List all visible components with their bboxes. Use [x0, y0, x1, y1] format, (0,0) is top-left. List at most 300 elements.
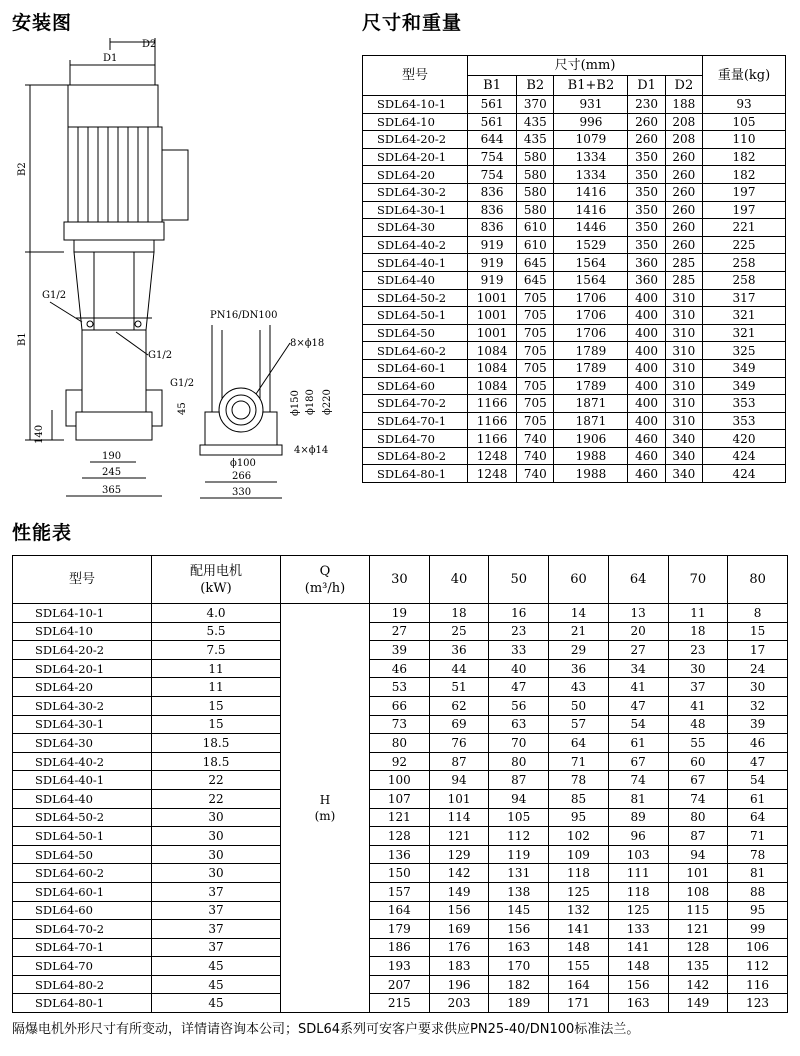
dim-value-cell: 754	[468, 148, 517, 166]
head-value-cell: 121	[429, 827, 489, 846]
dim-value-cell: 310	[665, 324, 702, 342]
head-value-cell: 94	[489, 789, 549, 808]
head-value-cell: 108	[668, 882, 728, 901]
head-value-cell: 16	[489, 604, 549, 623]
dim-value-cell: 188	[665, 96, 702, 114]
dim-value-cell: 1906	[554, 430, 628, 448]
perf-model-cell: SDL64-20-2	[13, 641, 152, 660]
head-value-cell: 30	[728, 678, 788, 697]
head-value-cell: 8	[728, 604, 788, 623]
head-value-cell: 171	[549, 994, 609, 1013]
dim-value-cell: 208	[665, 131, 702, 149]
motor-power-cell: 7.5	[152, 641, 281, 660]
head-value-cell: 138	[489, 882, 549, 901]
head-value-cell: 103	[608, 845, 668, 864]
head-value-cell: 47	[608, 696, 668, 715]
head-value-cell: 66	[370, 696, 430, 715]
head-value-cell: 179	[370, 920, 430, 939]
dim-value-cell: 340	[665, 447, 702, 465]
dim-value-cell: 360	[628, 271, 665, 289]
head-value-cell: 100	[370, 771, 430, 790]
head-value-cell: 112	[728, 957, 788, 976]
perf-table-row	[13, 827, 788, 846]
motor-power-cell: 30	[152, 808, 281, 827]
dim-value-cell: 321	[703, 307, 786, 325]
flange-label: PN16/DN100	[210, 310, 278, 321]
dim-model-cell: SDL64-70	[363, 430, 468, 448]
head-value-cell: 17	[728, 641, 788, 660]
head-value-cell: 182	[489, 975, 549, 994]
motor-power-cell: 22	[152, 771, 281, 790]
dim-model-cell: SDL64-40	[363, 271, 468, 289]
head-value-cell: 145	[489, 901, 549, 920]
head-value-cell: 85	[549, 789, 609, 808]
flow-column-header: 80	[728, 556, 788, 604]
head-value-cell: 123	[728, 994, 788, 1013]
head-value-cell: 87	[429, 752, 489, 771]
head-value-cell: 94	[668, 845, 728, 864]
dim-model-cell: SDL64-30	[363, 219, 468, 237]
perf-model-cell: SDL64-10-1	[13, 604, 152, 623]
dim-value-cell: 260	[665, 148, 702, 166]
dim-value-cell: 1416	[554, 201, 628, 219]
dimensions-heading: 尺寸和重量	[362, 12, 463, 34]
dim-value-cell: 230	[628, 96, 665, 114]
perf-table-row	[13, 882, 788, 901]
head-value-cell: 39	[728, 715, 788, 734]
dim-value-cell: 350	[628, 201, 665, 219]
dim-value-cell: 1001	[468, 307, 517, 325]
head-value-cell: 87	[668, 827, 728, 846]
dim-value-cell: 350	[628, 219, 665, 237]
dim-value-cell: 260	[665, 183, 702, 201]
head-value-cell: 64	[728, 808, 788, 827]
dim-190-label: 190	[102, 451, 122, 462]
perf-model-cell: SDL64-30-1	[13, 715, 152, 734]
pump-stages	[82, 330, 146, 412]
dim-value-cell: 1706	[554, 307, 628, 325]
g12-label-c: G1/2	[170, 378, 195, 389]
dim-weight-header: 重量(kg)	[703, 56, 786, 96]
dim-model-cell: SDL64-20	[363, 166, 468, 184]
flow-column-header: 50	[489, 556, 549, 604]
dim-value-cell: 258	[703, 271, 786, 289]
dim-value-cell: 1079	[554, 131, 628, 149]
dim-table-row	[363, 324, 786, 342]
head-value-cell: 81	[728, 864, 788, 883]
dim-45-label: 45	[177, 402, 188, 415]
head-value-cell: 55	[668, 734, 728, 753]
head-value-cell: 73	[370, 715, 430, 734]
head-value-cell: 62	[429, 696, 489, 715]
head-value-cell: 80	[370, 734, 430, 753]
motor-power-cell: 15	[152, 696, 281, 715]
head-value-cell: 34	[608, 659, 668, 678]
head-value-cell: 18	[429, 604, 489, 623]
dim-value-cell: 400	[628, 377, 665, 395]
dim-value-cell: 561	[468, 96, 517, 114]
head-value-cell: 131	[489, 864, 549, 883]
dim-value-cell: 260	[665, 201, 702, 219]
dim-value-cell: 1564	[554, 254, 628, 272]
dim-365-label: 365	[102, 485, 122, 496]
head-value-cell: 36	[549, 659, 609, 678]
head-value-cell: 148	[549, 938, 609, 957]
perf-model-cell: SDL64-80-2	[13, 975, 152, 994]
head-value-cell: 74	[608, 771, 668, 790]
head-value-cell: 51	[429, 678, 489, 697]
dim-table-row	[363, 395, 786, 413]
dim-value-cell: 1001	[468, 324, 517, 342]
dim-value-cell: 836	[468, 201, 517, 219]
dim-value-cell: 1789	[554, 359, 628, 377]
dim-table-row	[363, 289, 786, 307]
perf-table-row	[13, 715, 788, 734]
dim-value-cell: 310	[665, 289, 702, 307]
install-heading: 安装图	[12, 12, 73, 34]
head-value-cell: 125	[549, 882, 609, 901]
dim-table-row	[363, 465, 786, 483]
dim-value-cell: 400	[628, 324, 665, 342]
dim-model-cell: SDL64-30-2	[363, 183, 468, 201]
dim-model-cell: SDL64-40-2	[363, 236, 468, 254]
head-value-cell: 46	[370, 659, 430, 678]
dim-value-cell: 1789	[554, 342, 628, 360]
dim-table-row	[363, 430, 786, 448]
dim-value-cell: 1084	[468, 359, 517, 377]
dim-value-cell: 349	[703, 359, 786, 377]
dim-value-cell: 105	[703, 113, 786, 131]
head-value-cell: 74	[668, 789, 728, 808]
perf-table-row	[13, 622, 788, 641]
dim-value-cell: 1871	[554, 395, 628, 413]
g12-label-a: G1/2	[42, 290, 67, 301]
head-value-cell: 193	[370, 957, 430, 976]
head-value-cell: 116	[728, 975, 788, 994]
dim-table-row	[363, 236, 786, 254]
dim-value-cell: 919	[468, 271, 517, 289]
head-value-cell: 128	[668, 938, 728, 957]
dim-value-cell: 285	[665, 254, 702, 272]
motor-power-cell: 45	[152, 994, 281, 1013]
head-value-cell: 92	[370, 752, 430, 771]
dim-value-cell: 260	[665, 219, 702, 237]
dim-value-cell: 1166	[468, 395, 517, 413]
head-value-cell: 148	[608, 957, 668, 976]
dimensions-weight-table	[362, 55, 786, 483]
dim-value-cell: 705	[517, 324, 554, 342]
installation-drawing	[0, 30, 350, 510]
head-value-cell: 88	[728, 882, 788, 901]
dim-table-row	[363, 96, 786, 114]
head-value-cell: 14	[549, 604, 609, 623]
perf-model-cell: SDL64-30-2	[13, 696, 152, 715]
head-value-cell: 15	[728, 622, 788, 641]
dim-value-cell: 310	[665, 342, 702, 360]
dim-value-cell: 370	[517, 96, 554, 114]
perf-table-row	[13, 957, 788, 976]
head-value-cell: 50	[549, 696, 609, 715]
dim-value-cell: 561	[468, 113, 517, 131]
head-value-cell: 76	[429, 734, 489, 753]
head-value-cell: 30	[668, 659, 728, 678]
dim-value-cell: 931	[554, 96, 628, 114]
head-value-cell: 27	[608, 641, 668, 660]
dim-330-label: 330	[232, 487, 252, 498]
dim-table-row	[363, 166, 786, 184]
perf-model-cell: SDL64-60-2	[13, 864, 152, 883]
dim-value-cell: 740	[517, 465, 554, 483]
head-value-cell: 63	[489, 715, 549, 734]
head-value-cell: 69	[429, 715, 489, 734]
head-value-cell: 142	[668, 975, 728, 994]
dim-value-cell: 260	[665, 236, 702, 254]
g12-label-b: G1/2	[148, 350, 173, 361]
perf-flow-header: Q (m³/h)	[281, 556, 370, 604]
dim-size-header: 尺寸(mm)	[468, 56, 703, 76]
dim-value-cell: 705	[517, 412, 554, 430]
dim-column-header: B1	[468, 76, 517, 96]
dim-model-cell: SDL64-80-1	[363, 465, 468, 483]
motor-power-cell: 37	[152, 920, 281, 939]
head-value-cell: 67	[668, 771, 728, 790]
dim-value-cell: 285	[665, 271, 702, 289]
head-value-cell: 89	[608, 808, 668, 827]
perf-table-row	[13, 734, 788, 753]
perf-model-cell: SDL64-50-1	[13, 827, 152, 846]
dim-model-cell: SDL64-50-1	[363, 307, 468, 325]
head-value-cell: 121	[668, 920, 728, 939]
dim-245-label: 245	[102, 467, 122, 478]
head-value-cell: 43	[549, 678, 609, 697]
head-value-cell: 54	[608, 715, 668, 734]
dim-value-cell: 705	[517, 307, 554, 325]
motor-power-cell: 37	[152, 938, 281, 957]
head-value-cell: 119	[489, 845, 549, 864]
head-value-cell: 142	[429, 864, 489, 883]
head-value-cell: 189	[489, 994, 549, 1013]
dim-table-row	[363, 412, 786, 430]
b1-label: B1	[17, 332, 28, 346]
dim-model-cell: SDL64-10-1	[363, 96, 468, 114]
head-value-cell: 156	[489, 920, 549, 939]
dim-model-cell: SDL64-20-2	[363, 131, 468, 149]
dim-value-cell: 353	[703, 395, 786, 413]
head-value-cell: 32	[728, 696, 788, 715]
dim-model-cell: SDL64-70-1	[363, 412, 468, 430]
d2-label: D2	[142, 39, 157, 50]
head-value-cell: 141	[549, 920, 609, 939]
head-value-cell: 156	[608, 975, 668, 994]
head-value-cell: 183	[429, 957, 489, 976]
flow-column-header: 30	[370, 556, 430, 604]
head-value-cell: 71	[728, 827, 788, 846]
perf-model-cell: SDL64-20	[13, 678, 152, 697]
dim-value-cell: 350	[628, 183, 665, 201]
dim-value-cell: 1416	[554, 183, 628, 201]
dim-value-cell: 325	[703, 342, 786, 360]
footnote: 隔爆电机外形尺寸有所变动，详情请咨询本公司；SDL64系列可安客户要求供应PN25-40/DN100标准法兰。	[12, 1022, 640, 1037]
head-value-cell: 118	[549, 864, 609, 883]
dim-value-cell: 754	[468, 166, 517, 184]
dim-value-cell: 1789	[554, 377, 628, 395]
head-value-cell: 80	[668, 808, 728, 827]
dim-value-cell: 644	[468, 131, 517, 149]
performance-table	[12, 555, 788, 1013]
perf-table-row	[13, 901, 788, 920]
dim-table-row	[363, 183, 786, 201]
dim-value-cell: 350	[628, 148, 665, 166]
head-value-cell: 18	[668, 622, 728, 641]
motor-power-cell: 22	[152, 789, 281, 808]
dim-table-row	[363, 131, 786, 149]
head-value-cell: 118	[608, 882, 668, 901]
motor-power-cell: 15	[152, 715, 281, 734]
head-value-cell: 25	[429, 622, 489, 641]
head-value-cell: 19	[370, 604, 430, 623]
dim-value-cell: 1166	[468, 430, 517, 448]
dim-value-cell: 836	[468, 183, 517, 201]
head-value-cell: 20	[608, 622, 668, 641]
dim-value-cell: 110	[703, 131, 786, 149]
head-value-cell: 132	[549, 901, 609, 920]
terminal-box	[162, 150, 188, 220]
dim-model-cell: SDL64-40-1	[363, 254, 468, 272]
dim-value-cell: 1988	[554, 447, 628, 465]
head-value-cell: 27	[370, 622, 430, 641]
head-value-cell: 39	[370, 641, 430, 660]
head-value-cell: 99	[728, 920, 788, 939]
dim-value-cell: 310	[665, 307, 702, 325]
dim-value-cell: 996	[554, 113, 628, 131]
dim-value-cell: 208	[665, 113, 702, 131]
perf-table-row	[13, 641, 788, 660]
perf-model-header: 型号	[13, 556, 152, 604]
dim-model-cell: SDL64-60-1	[363, 359, 468, 377]
head-value-cell: 115	[668, 901, 728, 920]
dim-value-cell: 400	[628, 307, 665, 325]
head-value-cell: 81	[608, 789, 668, 808]
dim-table-row	[363, 271, 786, 289]
perf-model-cell: SDL64-70-1	[13, 938, 152, 957]
dim-value-cell: 424	[703, 447, 786, 465]
dim-266-label: 266	[232, 471, 252, 482]
dim-table-row	[363, 201, 786, 219]
dim-value-cell: 1084	[468, 377, 517, 395]
dim-table-row	[363, 254, 786, 272]
head-value-cell: 129	[429, 845, 489, 864]
head-value-cell: 133	[608, 920, 668, 939]
dim-value-cell: 1001	[468, 289, 517, 307]
head-value-cell: 150	[370, 864, 430, 883]
dim-value-cell: 1706	[554, 289, 628, 307]
head-value-cell: 101	[668, 864, 728, 883]
head-value-cell: 36	[429, 641, 489, 660]
head-value-cell: 41	[608, 678, 668, 697]
dim-value-cell: 93	[703, 96, 786, 114]
dim-model-cell: SDL64-20-1	[363, 148, 468, 166]
dim-column-header: B1+B2	[554, 76, 628, 96]
dim-model-cell: SDL64-30-1	[363, 201, 468, 219]
b2-label: B2	[17, 162, 28, 176]
motor-power-cell: 30	[152, 864, 281, 883]
head-value-cell: 176	[429, 938, 489, 957]
dim-value-cell: 258	[703, 254, 786, 272]
perf-model-cell: SDL64-10	[13, 622, 152, 641]
head-value-cell: 163	[608, 994, 668, 1013]
head-value-cell: 13	[608, 604, 668, 623]
dim-value-cell: 1248	[468, 447, 517, 465]
d150-label: ϕ150	[290, 390, 301, 416]
motor-power-cell: 11	[152, 659, 281, 678]
head-value-cell: 102	[549, 827, 609, 846]
perf-table-row	[13, 659, 788, 678]
head-value-cell: 107	[370, 789, 430, 808]
perf-model-cell: SDL64-20-1	[13, 659, 152, 678]
dim-value-cell: 1446	[554, 219, 628, 237]
head-value-cell: 164	[549, 975, 609, 994]
dim-value-cell: 1334	[554, 166, 628, 184]
dim-table-row	[363, 307, 786, 325]
head-value-cell: 164	[370, 901, 430, 920]
motor-power-cell: 37	[152, 882, 281, 901]
dim-table-row	[363, 377, 786, 395]
head-value-cell: 46	[728, 734, 788, 753]
dim-value-cell: 424	[703, 465, 786, 483]
head-value-cell: 24	[728, 659, 788, 678]
dim-value-cell: 1988	[554, 465, 628, 483]
head-value-cell: 128	[370, 827, 430, 846]
head-value-cell: 67	[608, 752, 668, 771]
perf-model-cell: SDL64-80-1	[13, 994, 152, 1013]
dim-value-cell: 645	[517, 254, 554, 272]
perf-table-row	[13, 864, 788, 883]
head-value-cell: 48	[668, 715, 728, 734]
dim-table-row	[363, 342, 786, 360]
head-value-cell: 155	[549, 957, 609, 976]
head-value-cell: 80	[489, 752, 549, 771]
dim-value-cell: 350	[628, 166, 665, 184]
dim-value-cell: 197	[703, 201, 786, 219]
head-value-cell: 109	[549, 845, 609, 864]
head-value-cell: 149	[429, 882, 489, 901]
head-value-cell: 47	[728, 752, 788, 771]
head-value-cell: 114	[429, 808, 489, 827]
head-value-cell: 71	[549, 752, 609, 771]
head-value-cell: 23	[489, 622, 549, 641]
dim-table-row	[363, 447, 786, 465]
head-value-cell: 105	[489, 808, 549, 827]
head-value-cell: 60	[668, 752, 728, 771]
perf-model-cell: SDL64-50	[13, 845, 152, 864]
dim-value-cell: 705	[517, 359, 554, 377]
head-value-cell: 136	[370, 845, 430, 864]
dim-model-cell: SDL64-60-2	[363, 342, 468, 360]
perf-table-row	[13, 604, 788, 623]
head-value-cell: 121	[370, 808, 430, 827]
head-value-cell: 70	[489, 734, 549, 753]
dim-value-cell: 197	[703, 183, 786, 201]
dim-value-cell: 1529	[554, 236, 628, 254]
dim-value-cell: 460	[628, 465, 665, 483]
dim-value-cell: 740	[517, 430, 554, 448]
head-value-cell: 44	[429, 659, 489, 678]
dim-value-cell: 353	[703, 412, 786, 430]
perf-model-cell: SDL64-50-2	[13, 808, 152, 827]
dim-value-cell: 340	[665, 465, 702, 483]
dim-value-cell: 221	[703, 219, 786, 237]
head-value-cell: 196	[429, 975, 489, 994]
